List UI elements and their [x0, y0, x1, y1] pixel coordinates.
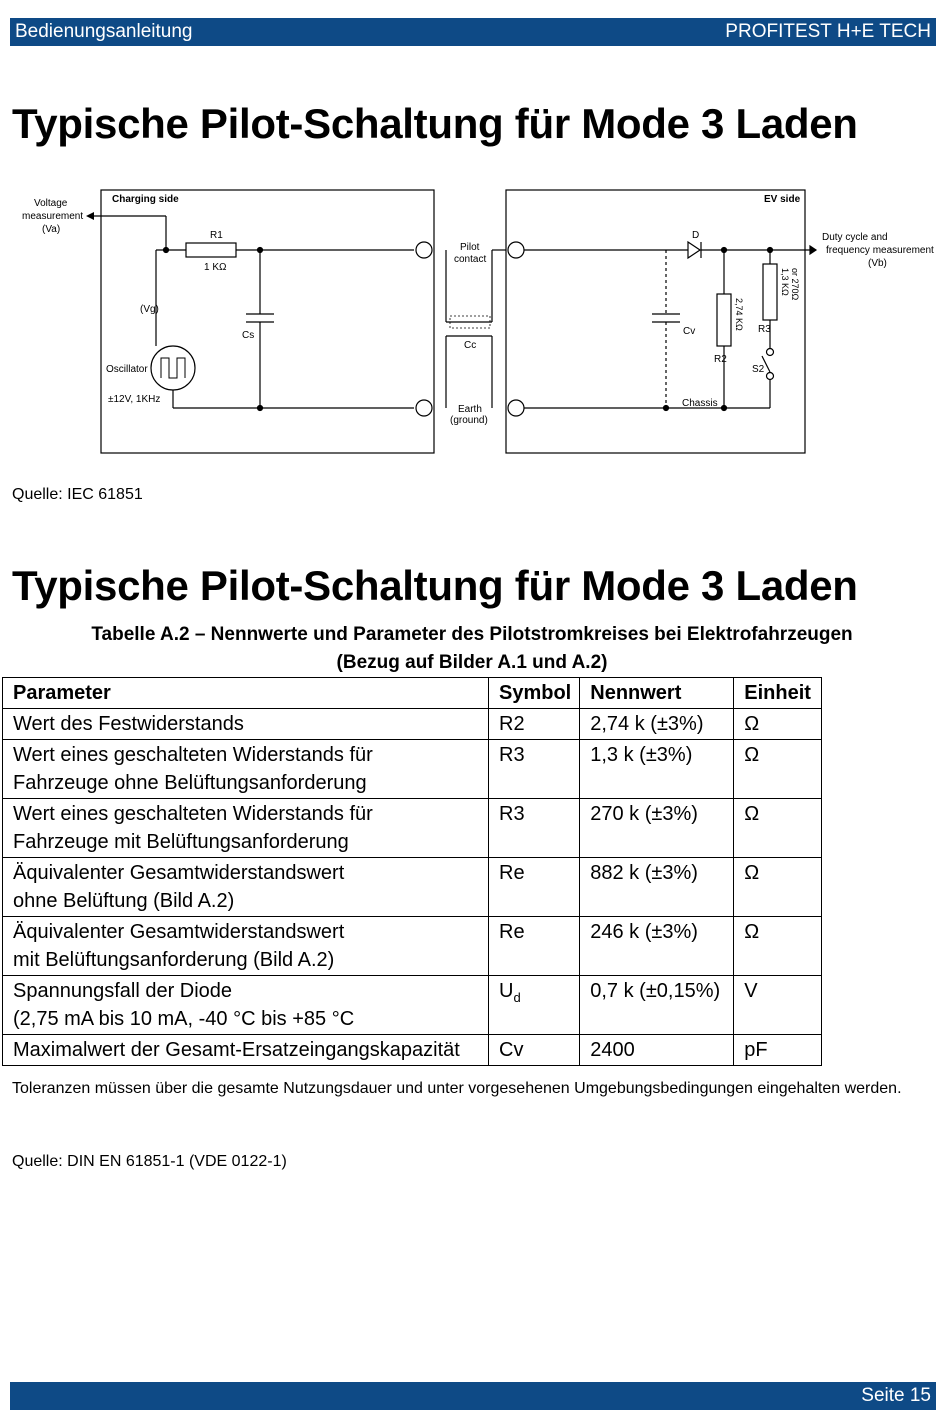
cell-symbol-text: Re [499, 921, 525, 943]
source-iec: Quelle: IEC 61851 [12, 486, 143, 503]
page-title-2: Typische Pilot-Schaltung für Mode 3 Laden [12, 562, 858, 609]
label-duty-1: Duty cycle and [822, 232, 888, 243]
tolerance-note: Toleranzen müssen über die gesamte Nutzungsdauer und unter vorgesehenen Umgebungsbedingungen eingehalten werden. [12, 1080, 902, 1097]
label-ev-side: EV side [764, 194, 801, 205]
resistor-r1 [186, 243, 236, 257]
cell-symbol-text: Re [499, 862, 525, 884]
table-header-row [3, 678, 822, 709]
cell-symbol [489, 917, 580, 976]
cell-parameter-line-2: (2,75 mA bis 10 mA, -40 °C bis +85 °C [13, 1008, 355, 1030]
label-r2-value: 2,74 KΩ [734, 298, 744, 331]
label-osc-spec: ±12V, 1KHz [108, 394, 161, 405]
cell-symbol [489, 858, 580, 917]
cell-nennwert: 1,3 k (±3%) [580, 740, 734, 799]
label-cv: Cv [683, 326, 696, 337]
cell-parameter-line-1: Wert eines geschalteten Widerstands für [13, 803, 373, 825]
label-s2: S2 [752, 364, 765, 375]
header-right: PROFITEST H+E TECH [725, 21, 931, 42]
label-earth-1: Earth [458, 404, 482, 415]
cell-parameter [3, 976, 489, 1035]
header-einheit: Einheit [734, 678, 822, 709]
cell-symbol [489, 709, 580, 740]
cell-nennwert: 270 k (±3%) [580, 799, 734, 858]
cell-symbol-text: Cv [499, 1039, 524, 1061]
cell-parameter-line-2: Fahrzeuge mit Belüftungsanforderung [13, 831, 349, 853]
cell-nennwert: 246 k (±3%) [580, 917, 734, 976]
cell-parameter [3, 1035, 489, 1066]
cell-symbol [489, 1035, 580, 1066]
cell-parameter-line-2: Fahrzeuge ohne Belüftungsanforderung [13, 772, 367, 794]
cell-nennwert: 2,74 k (±3%) [580, 709, 734, 740]
cell-einheit: Ω [734, 709, 822, 740]
label-d: D [692, 230, 700, 241]
label-r1-value: 1 KΩ [204, 262, 227, 273]
cell-parameter [3, 917, 489, 976]
table-row [3, 976, 822, 1035]
table-row [3, 917, 822, 976]
table-caption-line-2: (Bezug auf Bilder A.1 und A.2) [336, 652, 608, 673]
header-left: Bedienungsanleitung [15, 21, 193, 42]
cell-parameter [3, 858, 489, 917]
cell-einheit: Ω [734, 799, 822, 858]
cell-nennwert: 0,7 k (±0,15%) [580, 976, 734, 1035]
table-row [3, 740, 822, 799]
cell-parameter-line-1: Äquivalenter Gesamtwiderstandswert [13, 921, 345, 943]
footer-bar [10, 1382, 936, 1410]
cell-symbol [489, 976, 580, 1035]
label-vg: (Vg) [140, 304, 159, 315]
cell-parameter-line-1: Wert des Festwiderstands [13, 713, 244, 735]
cell-parameter-line-1: Maximalwert der Gesamt-Ersatzeingangskapazität [13, 1039, 460, 1061]
label-earth-2: (ground) [450, 415, 488, 426]
pilot-connector-left [416, 242, 432, 258]
cell-symbol-text: R3 [499, 803, 525, 825]
pilot-circuit-diagram [16, 186, 934, 463]
cell-einheit: pF [734, 1035, 822, 1066]
label-r3: R3 [758, 324, 771, 335]
label-voltage-1: Voltage [34, 198, 68, 209]
cell-parameter-line-1: Wert eines geschalteten Widerstands für [13, 744, 373, 766]
resistor-r3 [763, 264, 777, 320]
cell-symbol-text: R2 [499, 713, 525, 735]
label-voltage-2: measurement [22, 211, 84, 222]
header-parameter: Parameter [3, 678, 489, 709]
label-r1: R1 [210, 230, 223, 241]
label-r3-value-1: 1,3 KΩ [780, 268, 790, 296]
earth-connector-right [508, 400, 524, 416]
table-row [3, 799, 822, 858]
cell-symbol [489, 740, 580, 799]
cell-parameter-line-2: mit Belüftungsanforderung (Bild A.2) [13, 949, 335, 971]
label-r2: R2 [714, 354, 727, 365]
header-nennwert: Nennwert [580, 678, 734, 709]
parameter-table [2, 677, 822, 1066]
resistor-r2 [717, 294, 731, 346]
label-r3-value-2: or 270Ω [790, 268, 800, 301]
cell-parameter-line-1: Spannungsfall der Diode [13, 980, 233, 1002]
cell-parameter [3, 709, 489, 740]
cell-einheit: V [734, 976, 822, 1035]
table-row [3, 858, 822, 917]
oscillator-symbol [151, 346, 195, 390]
label-pilot-1: Pilot [460, 242, 480, 253]
cell-parameter [3, 799, 489, 858]
cell-nennwert: 2400 [580, 1035, 734, 1066]
earth-connector-left [416, 400, 432, 416]
label-duty-2: frequency measurement [826, 245, 934, 256]
cell-symbol-text: U [499, 980, 514, 1002]
header-symbol: Symbol [489, 678, 580, 709]
page-number: Seite 15 [861, 1385, 931, 1406]
label-duty-3: (Vb) [868, 258, 887, 269]
table-row [3, 1035, 822, 1066]
label-chassis: Chassis [682, 398, 718, 409]
cell-nennwert: 882 k (±3%) [580, 858, 734, 917]
cell-parameter [3, 740, 489, 799]
cell-einheit: Ω [734, 917, 822, 976]
pilot-connector-right [508, 242, 524, 258]
label-pilot-2: contact [454, 254, 487, 265]
table-caption-line-1: Tabelle A.2 – Nennwerte und Parameter des Pilotstromkreises bei Elektrofahrzeugen [91, 624, 853, 645]
label-cs: Cs [242, 330, 255, 341]
cell-parameter-line-1: Äquivalenter Gesamtwiderstandswert [13, 862, 345, 884]
label-oscillator: Oscillator [106, 364, 148, 375]
table-caption [0, 621, 944, 677]
cell-parameter-line-2: ohne Belüftung (Bild A.2) [13, 890, 235, 912]
label-cc: Cc [464, 340, 477, 351]
cell-symbol-text: R3 [499, 744, 525, 766]
source-din: Quelle: DIN EN 61851-1 (VDE 0122-1) [12, 1153, 287, 1170]
header-bar [10, 18, 936, 46]
cell-einheit: Ω [734, 858, 822, 917]
cell-einheit: Ω [734, 740, 822, 799]
cell-symbol [489, 799, 580, 858]
table-row [3, 709, 822, 740]
label-voltage-3: (Va) [42, 224, 61, 235]
page-title-1: Typische Pilot-Schaltung für Mode 3 Laden [12, 100, 858, 147]
cell-symbol-subscript: d [513, 990, 521, 1005]
label-charging-side: Charging side [112, 194, 179, 205]
